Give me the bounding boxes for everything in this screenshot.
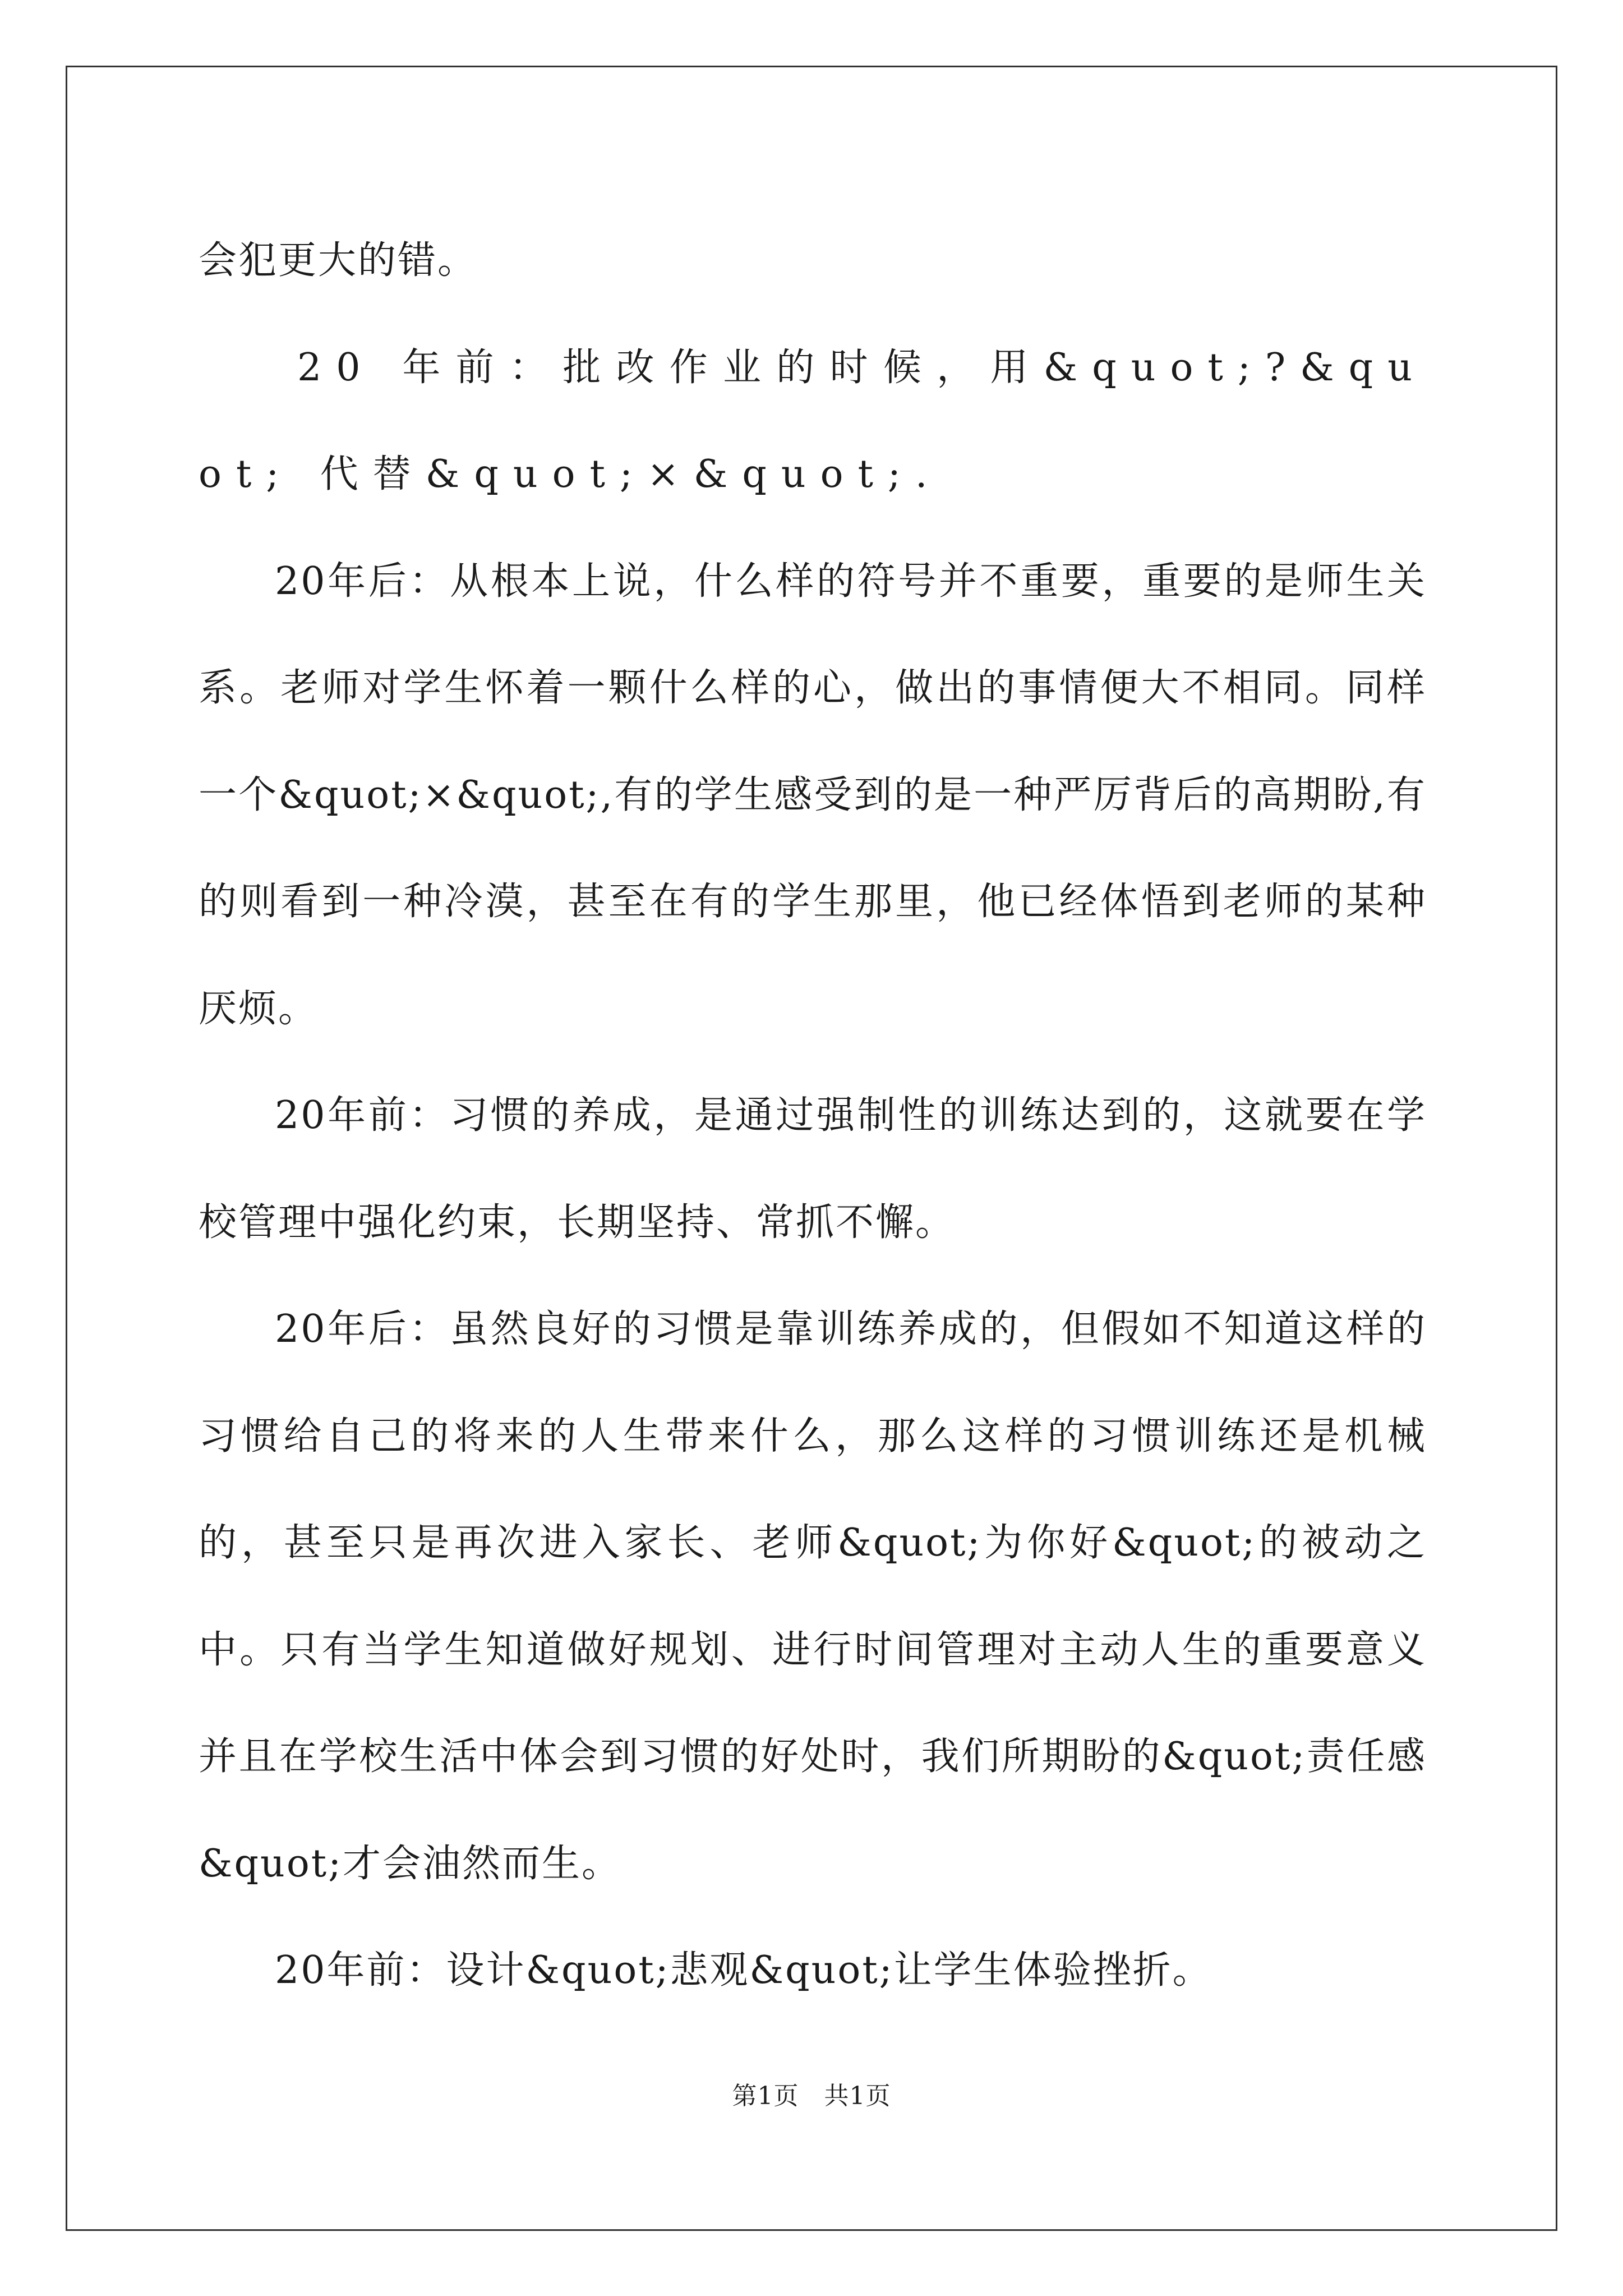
paragraph: 20年后：从根本上说，什么样的符号并不重要，重要的是师生关系。老师对学生怀着一颗什么样的心，做出的事情便大不相同。同样一个&quot;×&quot;,有的学生感受到的是一种严厉背后的高期盼,有的则看到一种冷漠，甚至在有的学生那里，他已经体悟到老师的某种厌烦。	[199, 559, 1427, 1031]
paragraph: 20年前：习惯的养成，是通过强制性的训练达到的，这就要在学校管理中强化约束，长期坚持、常抓不懈。	[199, 1093, 1427, 1245]
paragraph: 会犯更大的错。	[199, 238, 478, 283]
document-body	[199, 208, 1427, 2024]
page-number-footer: 第1页 共1页	[732, 2082, 891, 2110]
paragraph: 20年后：虽然良好的习惯是靠训练养成的，但假如不知道这样的习惯给自己的将来的人生带来什么，那么这样的习惯训练还是机械的，甚至只是再次进入家长、老师&quot;为你好&quot;的被动之中。只有当学生知道做好规划、进行时间管理对主动人生的重要意义并且在学校生活中体会到习惯的好处时，我们所期盼的&quot;责任感&quot;才会油然而生。	[199, 1307, 1427, 1886]
paragraph: 20年前：设计&quot;悲观&quot;让学生体验挫折。	[275, 1948, 1212, 1993]
paragraph: 20 年前：批改作业的时候，用&quot;?&quot; 代替&quot;×&quot;.	[199, 345, 1427, 496]
